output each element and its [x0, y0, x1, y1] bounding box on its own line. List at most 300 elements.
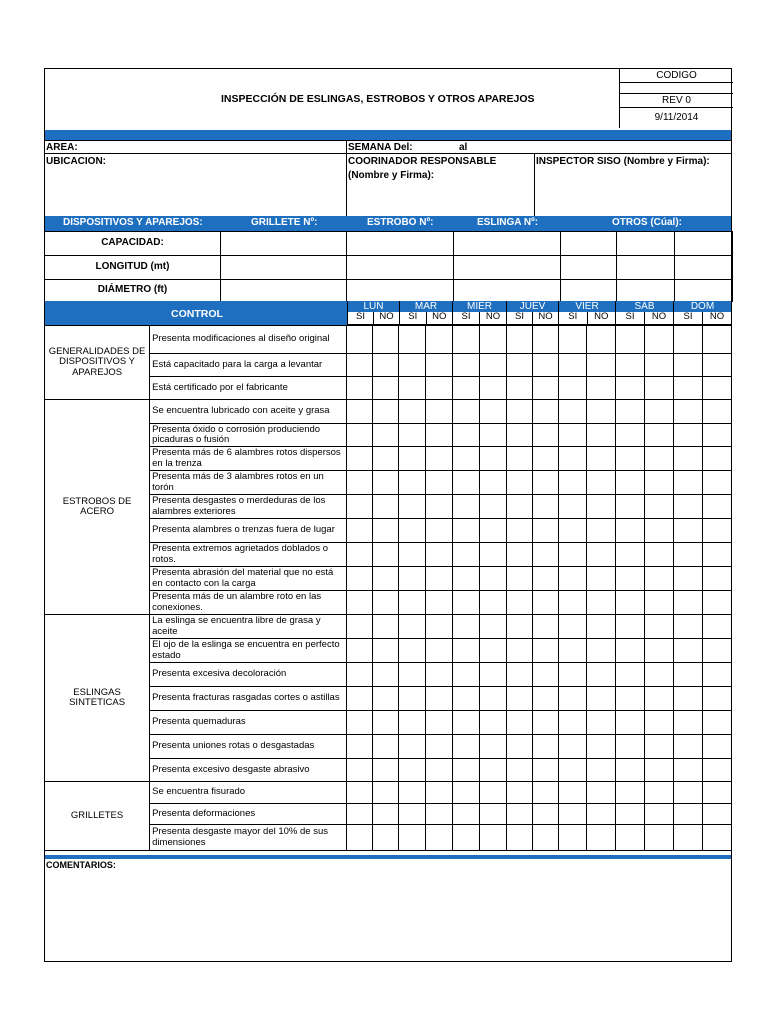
si-check-cell[interactable]: [673, 782, 702, 804]
si-check-cell[interactable]: [673, 326, 702, 354]
si-check-cell[interactable]: [506, 519, 532, 543]
no-check-cell[interactable]: [702, 804, 731, 825]
no-check-cell[interactable]: [644, 471, 673, 495]
no-check-cell[interactable]: [373, 735, 399, 759]
no-check-cell[interactable]: [532, 471, 558, 495]
si-check-cell[interactable]: [452, 495, 479, 519]
si-check-cell[interactable]: [673, 471, 702, 495]
device-cell[interactable]: [617, 280, 675, 302]
no-check-cell[interactable]: [479, 591, 506, 615]
no-check-cell[interactable]: [426, 782, 453, 804]
si-check-cell[interactable]: [399, 377, 426, 400]
si-check-cell[interactable]: [558, 519, 587, 543]
no-check-cell[interactable]: [532, 543, 558, 567]
no-check-cell[interactable]: [479, 711, 506, 735]
no-check-cell[interactable]: [532, 687, 558, 711]
no-check-cell[interactable]: [373, 687, 399, 711]
no-check-cell[interactable]: [702, 424, 731, 447]
si-check-cell[interactable]: [399, 543, 426, 567]
si-check-cell[interactable]: [558, 567, 587, 591]
device-cell[interactable]: [617, 256, 675, 280]
no-check-cell[interactable]: [479, 615, 506, 639]
si-check-cell[interactable]: [615, 543, 644, 567]
si-check-cell[interactable]: [558, 711, 587, 735]
no-check-cell[interactable]: [702, 639, 731, 663]
codigo-value[interactable]: [620, 83, 733, 94]
si-check-cell[interactable]: [347, 471, 373, 495]
si-check-cell[interactable]: [347, 804, 373, 825]
si-check-cell[interactable]: [399, 567, 426, 591]
no-check-cell[interactable]: [532, 591, 558, 615]
device-cell[interactable]: [221, 232, 347, 256]
si-check-cell[interactable]: [615, 735, 644, 759]
no-check-cell[interactable]: [426, 687, 453, 711]
no-check-cell[interactable]: [479, 687, 506, 711]
no-check-cell[interactable]: [373, 447, 399, 471]
no-check-cell[interactable]: [426, 567, 453, 591]
si-check-cell[interactable]: [673, 400, 702, 424]
si-check-cell[interactable]: [399, 663, 426, 687]
si-check-cell[interactable]: [558, 639, 587, 663]
no-check-cell[interactable]: [702, 326, 731, 354]
si-check-cell[interactable]: [673, 495, 702, 519]
si-check-cell[interactable]: [673, 804, 702, 825]
si-check-cell[interactable]: [347, 735, 373, 759]
si-check-cell[interactable]: [673, 519, 702, 543]
no-check-cell[interactable]: [587, 567, 616, 591]
no-check-cell[interactable]: [373, 519, 399, 543]
si-check-cell[interactable]: [558, 354, 587, 377]
si-check-cell[interactable]: [673, 591, 702, 615]
si-check-cell[interactable]: [399, 326, 426, 354]
si-check-cell[interactable]: [558, 326, 587, 354]
no-check-cell[interactable]: [426, 447, 453, 471]
no-check-cell[interactable]: [479, 543, 506, 567]
si-check-cell[interactable]: [506, 615, 532, 639]
si-check-cell[interactable]: [506, 495, 532, 519]
si-check-cell[interactable]: [452, 804, 479, 825]
si-check-cell[interactable]: [558, 615, 587, 639]
device-cell[interactable]: [221, 256, 347, 280]
no-check-cell[interactable]: [587, 615, 616, 639]
no-check-cell[interactable]: [426, 471, 453, 495]
no-check-cell[interactable]: [702, 400, 731, 424]
si-check-cell[interactable]: [506, 354, 532, 377]
no-check-cell[interactable]: [373, 591, 399, 615]
si-check-cell[interactable]: [506, 759, 532, 782]
no-check-cell[interactable]: [479, 400, 506, 424]
no-check-cell[interactable]: [702, 711, 731, 735]
si-check-cell[interactable]: [558, 759, 587, 782]
si-check-cell[interactable]: [673, 615, 702, 639]
no-check-cell[interactable]: [587, 825, 616, 851]
si-check-cell[interactable]: [452, 639, 479, 663]
device-cell[interactable]: [347, 256, 454, 280]
no-check-cell[interactable]: [373, 495, 399, 519]
si-check-cell[interactable]: [347, 326, 373, 354]
si-check-cell[interactable]: [673, 663, 702, 687]
no-check-cell[interactable]: [644, 400, 673, 424]
no-check-cell[interactable]: [532, 377, 558, 400]
si-check-cell[interactable]: [399, 782, 426, 804]
si-check-cell[interactable]: [399, 591, 426, 615]
no-check-cell[interactable]: [426, 354, 453, 377]
no-check-cell[interactable]: [479, 424, 506, 447]
no-check-cell[interactable]: [587, 543, 616, 567]
si-check-cell[interactable]: [506, 804, 532, 825]
si-check-cell[interactable]: [347, 663, 373, 687]
si-check-cell[interactable]: [506, 782, 532, 804]
si-check-cell[interactable]: [558, 663, 587, 687]
si-check-cell[interactable]: [615, 519, 644, 543]
si-check-cell[interactable]: [506, 326, 532, 354]
si-check-cell[interactable]: [615, 639, 644, 663]
no-check-cell[interactable]: [479, 354, 506, 377]
no-check-cell[interactable]: [644, 735, 673, 759]
no-check-cell[interactable]: [587, 639, 616, 663]
no-check-cell[interactable]: [426, 759, 453, 782]
si-check-cell[interactable]: [506, 639, 532, 663]
no-check-cell[interactable]: [702, 663, 731, 687]
no-check-cell[interactable]: [644, 804, 673, 825]
no-check-cell[interactable]: [426, 519, 453, 543]
si-check-cell[interactable]: [615, 759, 644, 782]
no-check-cell[interactable]: [587, 424, 616, 447]
no-check-cell[interactable]: [587, 447, 616, 471]
no-check-cell[interactable]: [532, 519, 558, 543]
no-check-cell[interactable]: [587, 735, 616, 759]
no-check-cell[interactable]: [373, 759, 399, 782]
no-check-cell[interactable]: [532, 735, 558, 759]
no-check-cell[interactable]: [702, 495, 731, 519]
no-check-cell[interactable]: [532, 804, 558, 825]
si-check-cell[interactable]: [399, 519, 426, 543]
si-check-cell[interactable]: [399, 735, 426, 759]
device-cell[interactable]: [347, 232, 454, 256]
si-check-cell[interactable]: [558, 804, 587, 825]
device-cell[interactable]: [454, 256, 561, 280]
si-check-cell[interactable]: [558, 735, 587, 759]
si-check-cell[interactable]: [347, 447, 373, 471]
si-check-cell[interactable]: [615, 567, 644, 591]
no-check-cell[interactable]: [532, 326, 558, 354]
si-check-cell[interactable]: [558, 447, 587, 471]
no-check-cell[interactable]: [532, 447, 558, 471]
no-check-cell[interactable]: [426, 804, 453, 825]
no-check-cell[interactable]: [587, 711, 616, 735]
no-check-cell[interactable]: [587, 759, 616, 782]
si-check-cell[interactable]: [506, 687, 532, 711]
no-check-cell[interactable]: [373, 639, 399, 663]
no-check-cell[interactable]: [644, 639, 673, 663]
si-check-cell[interactable]: [615, 825, 644, 851]
device-cell[interactable]: [347, 280, 454, 302]
si-check-cell[interactable]: [452, 825, 479, 851]
si-check-cell[interactable]: [506, 663, 532, 687]
si-check-cell[interactable]: [347, 639, 373, 663]
no-check-cell[interactable]: [373, 377, 399, 400]
si-check-cell[interactable]: [615, 447, 644, 471]
no-check-cell[interactable]: [479, 663, 506, 687]
no-check-cell[interactable]: [644, 711, 673, 735]
no-check-cell[interactable]: [587, 804, 616, 825]
no-check-cell[interactable]: [702, 615, 731, 639]
no-check-cell[interactable]: [702, 735, 731, 759]
si-check-cell[interactable]: [452, 377, 479, 400]
no-check-cell[interactable]: [644, 687, 673, 711]
no-check-cell[interactable]: [532, 424, 558, 447]
si-check-cell[interactable]: [673, 377, 702, 400]
no-check-cell[interactable]: [532, 711, 558, 735]
no-check-cell[interactable]: [702, 567, 731, 591]
no-check-cell[interactable]: [426, 735, 453, 759]
no-check-cell[interactable]: [587, 495, 616, 519]
no-check-cell[interactable]: [532, 567, 558, 591]
no-check-cell[interactable]: [479, 495, 506, 519]
no-check-cell[interactable]: [644, 782, 673, 804]
si-check-cell[interactable]: [452, 615, 479, 639]
si-check-cell[interactable]: [347, 354, 373, 377]
no-check-cell[interactable]: [426, 615, 453, 639]
ubicacion-input[interactable]: [45, 167, 345, 217]
si-check-cell[interactable]: [558, 543, 587, 567]
no-check-cell[interactable]: [644, 326, 673, 354]
no-check-cell[interactable]: [587, 519, 616, 543]
si-check-cell[interactable]: [452, 759, 479, 782]
si-check-cell[interactable]: [673, 447, 702, 471]
si-check-cell[interactable]: [399, 495, 426, 519]
no-check-cell[interactable]: [479, 377, 506, 400]
si-check-cell[interactable]: [558, 782, 587, 804]
no-check-cell[interactable]: [373, 424, 399, 447]
si-check-cell[interactable]: [673, 639, 702, 663]
no-check-cell[interactable]: [702, 591, 731, 615]
si-check-cell[interactable]: [347, 615, 373, 639]
si-check-cell[interactable]: [452, 567, 479, 591]
no-check-cell[interactable]: [587, 663, 616, 687]
no-check-cell[interactable]: [373, 825, 399, 851]
no-check-cell[interactable]: [373, 804, 399, 825]
si-check-cell[interactable]: [347, 543, 373, 567]
si-check-cell[interactable]: [399, 615, 426, 639]
si-check-cell[interactable]: [615, 615, 644, 639]
si-check-cell[interactable]: [399, 447, 426, 471]
no-check-cell[interactable]: [702, 471, 731, 495]
si-check-cell[interactable]: [399, 400, 426, 424]
si-check-cell[interactable]: [347, 825, 373, 851]
no-check-cell[interactable]: [644, 519, 673, 543]
no-check-cell[interactable]: [479, 782, 506, 804]
si-check-cell[interactable]: [615, 377, 644, 400]
no-check-cell[interactable]: [587, 471, 616, 495]
no-check-cell[interactable]: [373, 782, 399, 804]
no-check-cell[interactable]: [644, 615, 673, 639]
si-check-cell[interactable]: [452, 735, 479, 759]
si-check-cell[interactable]: [506, 567, 532, 591]
no-check-cell[interactable]: [644, 825, 673, 851]
no-check-cell[interactable]: [532, 400, 558, 424]
no-check-cell[interactable]: [373, 326, 399, 354]
no-check-cell[interactable]: [644, 543, 673, 567]
device-cell[interactable]: [561, 232, 617, 256]
si-check-cell[interactable]: [615, 591, 644, 615]
no-check-cell[interactable]: [426, 711, 453, 735]
si-check-cell[interactable]: [673, 543, 702, 567]
si-check-cell[interactable]: [615, 804, 644, 825]
si-check-cell[interactable]: [615, 782, 644, 804]
si-check-cell[interactable]: [452, 447, 479, 471]
no-check-cell[interactable]: [479, 759, 506, 782]
si-check-cell[interactable]: [615, 687, 644, 711]
no-check-cell[interactable]: [373, 354, 399, 377]
si-check-cell[interactable]: [615, 711, 644, 735]
si-check-cell[interactable]: [452, 711, 479, 735]
no-check-cell[interactable]: [426, 326, 453, 354]
si-check-cell[interactable]: [615, 471, 644, 495]
si-check-cell[interactable]: [673, 735, 702, 759]
no-check-cell[interactable]: [702, 354, 731, 377]
si-check-cell[interactable]: [506, 543, 532, 567]
si-check-cell[interactable]: [347, 400, 373, 424]
si-check-cell[interactable]: [399, 759, 426, 782]
si-check-cell[interactable]: [673, 759, 702, 782]
device-cell[interactable]: [675, 256, 733, 280]
si-check-cell[interactable]: [615, 326, 644, 354]
no-check-cell[interactable]: [532, 782, 558, 804]
si-check-cell[interactable]: [615, 354, 644, 377]
no-check-cell[interactable]: [702, 687, 731, 711]
si-check-cell[interactable]: [347, 687, 373, 711]
si-check-cell[interactable]: [347, 424, 373, 447]
si-check-cell[interactable]: [452, 354, 479, 377]
si-check-cell[interactable]: [558, 424, 587, 447]
no-check-cell[interactable]: [479, 519, 506, 543]
no-check-cell[interactable]: [702, 825, 731, 851]
area-input[interactable]: [85, 141, 345, 154]
si-check-cell[interactable]: [347, 495, 373, 519]
si-check-cell[interactable]: [347, 519, 373, 543]
no-check-cell[interactable]: [532, 825, 558, 851]
si-check-cell[interactable]: [673, 687, 702, 711]
no-check-cell[interactable]: [587, 687, 616, 711]
no-check-cell[interactable]: [426, 400, 453, 424]
no-check-cell[interactable]: [373, 471, 399, 495]
si-check-cell[interactable]: [399, 825, 426, 851]
comments-input[interactable]: [45, 871, 731, 961]
no-check-cell[interactable]: [426, 825, 453, 851]
si-check-cell[interactable]: [615, 663, 644, 687]
no-check-cell[interactable]: [587, 377, 616, 400]
si-check-cell[interactable]: [558, 591, 587, 615]
si-check-cell[interactable]: [347, 567, 373, 591]
no-check-cell[interactable]: [479, 567, 506, 591]
no-check-cell[interactable]: [479, 326, 506, 354]
no-check-cell[interactable]: [587, 354, 616, 377]
device-cell[interactable]: [561, 256, 617, 280]
no-check-cell[interactable]: [587, 782, 616, 804]
no-check-cell[interactable]: [426, 591, 453, 615]
no-check-cell[interactable]: [644, 567, 673, 591]
si-check-cell[interactable]: [506, 447, 532, 471]
no-check-cell[interactable]: [426, 639, 453, 663]
no-check-cell[interactable]: [587, 326, 616, 354]
no-check-cell[interactable]: [479, 804, 506, 825]
si-check-cell[interactable]: [452, 687, 479, 711]
si-check-cell[interactable]: [347, 377, 373, 400]
no-check-cell[interactable]: [532, 639, 558, 663]
si-check-cell[interactable]: [347, 759, 373, 782]
si-check-cell[interactable]: [452, 471, 479, 495]
device-cell[interactable]: [675, 232, 733, 256]
si-check-cell[interactable]: [452, 591, 479, 615]
si-check-cell[interactable]: [673, 567, 702, 591]
si-check-cell[interactable]: [558, 400, 587, 424]
no-check-cell[interactable]: [373, 615, 399, 639]
no-check-cell[interactable]: [644, 663, 673, 687]
si-check-cell[interactable]: [399, 424, 426, 447]
no-check-cell[interactable]: [479, 825, 506, 851]
no-check-cell[interactable]: [479, 471, 506, 495]
no-check-cell[interactable]: [702, 543, 731, 567]
si-check-cell[interactable]: [506, 591, 532, 615]
si-check-cell[interactable]: [558, 471, 587, 495]
no-check-cell[interactable]: [644, 377, 673, 400]
no-check-cell[interactable]: [532, 759, 558, 782]
si-check-cell[interactable]: [615, 424, 644, 447]
device-cell[interactable]: [561, 280, 617, 302]
si-check-cell[interactable]: [452, 663, 479, 687]
no-check-cell[interactable]: [426, 663, 453, 687]
si-check-cell[interactable]: [558, 495, 587, 519]
si-check-cell[interactable]: [347, 711, 373, 735]
no-check-cell[interactable]: [373, 543, 399, 567]
no-check-cell[interactable]: [702, 782, 731, 804]
si-check-cell[interactable]: [452, 519, 479, 543]
no-check-cell[interactable]: [644, 447, 673, 471]
si-check-cell[interactable]: [673, 424, 702, 447]
si-check-cell[interactable]: [399, 471, 426, 495]
no-check-cell[interactable]: [479, 447, 506, 471]
device-cell[interactable]: [675, 280, 733, 302]
no-check-cell[interactable]: [702, 519, 731, 543]
si-check-cell[interactable]: [399, 687, 426, 711]
device-cell[interactable]: [454, 280, 561, 302]
si-check-cell[interactable]: [558, 825, 587, 851]
no-check-cell[interactable]: [426, 424, 453, 447]
no-check-cell[interactable]: [702, 759, 731, 782]
si-check-cell[interactable]: [558, 687, 587, 711]
si-check-cell[interactable]: [399, 354, 426, 377]
no-check-cell[interactable]: [702, 447, 731, 471]
si-check-cell[interactable]: [673, 711, 702, 735]
si-check-cell[interactable]: [673, 354, 702, 377]
si-check-cell[interactable]: [347, 782, 373, 804]
si-check-cell[interactable]: [399, 804, 426, 825]
si-check-cell[interactable]: [558, 377, 587, 400]
si-check-cell[interactable]: [347, 591, 373, 615]
no-check-cell[interactable]: [532, 615, 558, 639]
no-check-cell[interactable]: [644, 591, 673, 615]
si-check-cell[interactable]: [673, 825, 702, 851]
no-check-cell[interactable]: [644, 354, 673, 377]
si-check-cell[interactable]: [399, 639, 426, 663]
no-check-cell[interactable]: [373, 567, 399, 591]
no-check-cell[interactable]: [644, 759, 673, 782]
si-check-cell[interactable]: [452, 424, 479, 447]
no-check-cell[interactable]: [532, 495, 558, 519]
no-check-cell[interactable]: [373, 711, 399, 735]
no-check-cell[interactable]: [479, 639, 506, 663]
